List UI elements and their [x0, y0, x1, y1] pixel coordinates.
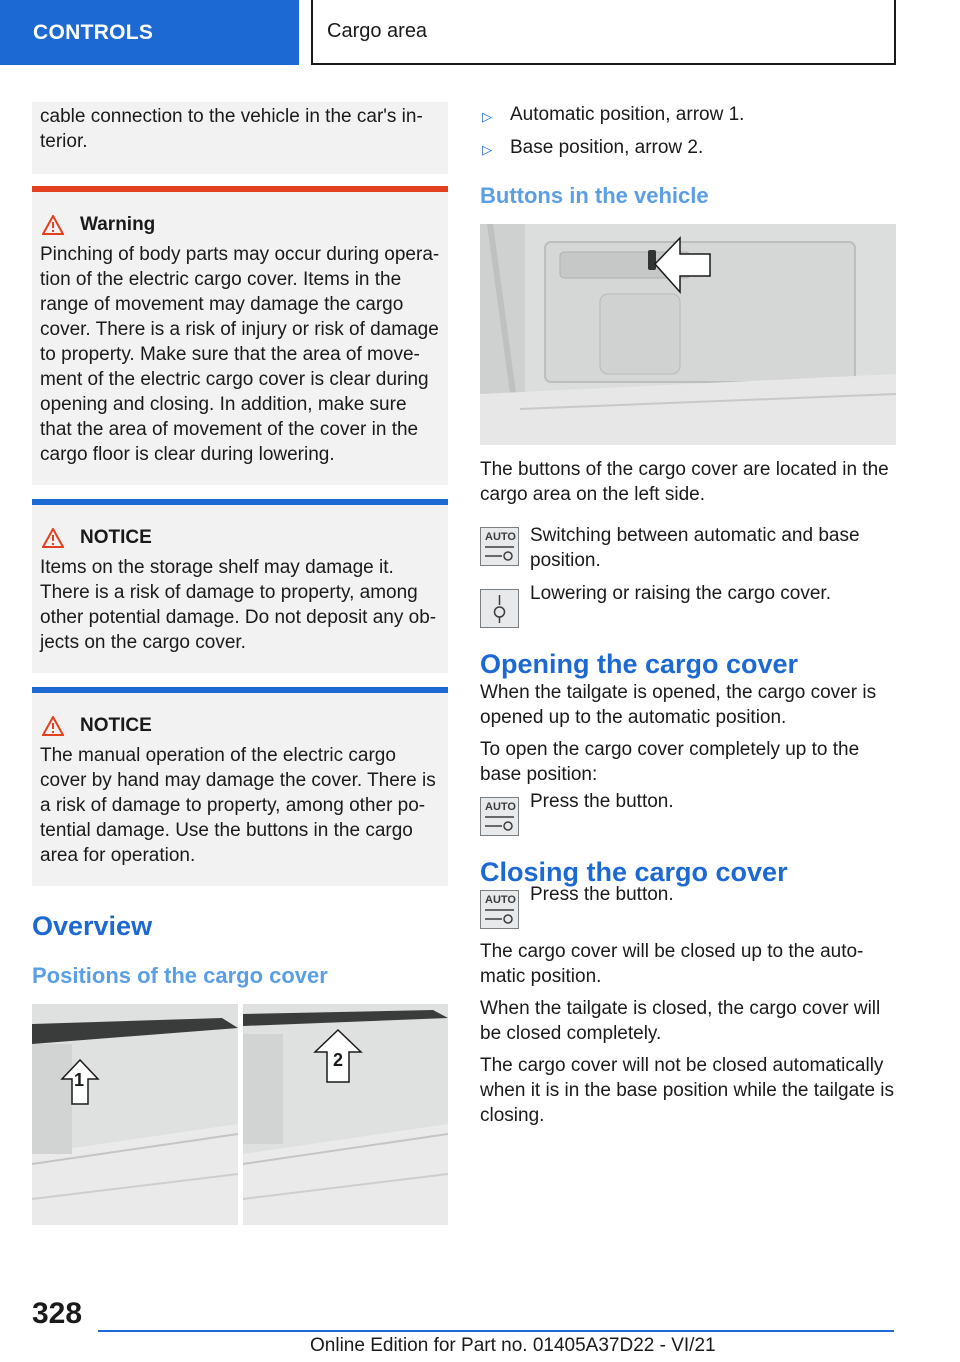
section-label: CONTROLS — [33, 20, 154, 44]
footer-divider — [98, 1330, 894, 1332]
press-button-text-1: Press the button. — [530, 791, 674, 812]
auto-button-icon — [480, 527, 519, 566]
opening-paragraph-1: When the tailgate is opened, the cargo cover is opened up to the automatic position. — [480, 682, 877, 728]
svg-text:AUTO: AUTO — [485, 894, 516, 906]
cargo-photo-automatic — [32, 1004, 238, 1225]
buttons-heading: Buttons in the vehicle — [480, 183, 709, 208]
closing-paragraph-1: The cargo cover will be closed up to the auto-matic position. — [480, 941, 864, 987]
svg-text:AUTO: AUTO — [485, 531, 516, 543]
notice-label-1: NOTICE — [80, 527, 152, 548]
notice-triangle-icon — [42, 716, 64, 736]
page-title-text: Cargo area — [327, 20, 428, 42]
list-item — [480, 102, 896, 129]
overview-heading: Overview — [32, 911, 153, 941]
opening-paragraph-2: To open the cargo cover completely up to the base position: — [480, 739, 860, 785]
bullet-triangle-icon: ▷ — [482, 142, 492, 157]
cargo-photo-base — [243, 1004, 448, 1225]
page-number: 328 — [32, 1297, 83, 1330]
section-tab — [0, 0, 299, 65]
svg-text:AUTO: AUTO — [485, 801, 516, 813]
bullet-triangle-icon: ▷ — [482, 109, 492, 124]
notice-label-2: NOTICE — [80, 715, 152, 736]
notice-box-1 — [32, 499, 448, 673]
switch-text: Switching between automatic and base position. — [530, 525, 860, 571]
continued-note-box — [32, 102, 448, 174]
page-title — [311, 0, 896, 65]
bullet-text: Automatic position, arrow 1. — [510, 104, 745, 125]
arrow-2-label: 2 — [333, 1050, 344, 1070]
left-column — [32, 102, 448, 1225]
warning-triangle-icon — [42, 215, 64, 235]
closing-paragraph-2: When the tailgate is closed, the cargo cover will be closed completely. — [480, 998, 881, 1044]
edition-text: Online Edition for Part no. 01405A37D22 - VI/21 — [310, 1335, 716, 1356]
lower-raise-button-icon — [480, 589, 519, 628]
buttons-text: The buttons of the cargo cover are located in the cargo area on the left side. — [480, 459, 889, 505]
notice-box-2 — [32, 687, 448, 886]
closing-heading: Closing the cargo cover — [480, 857, 788, 887]
notice-triangle-icon — [42, 528, 64, 548]
lower-text: Lowering or raising the cargo cover. — [530, 583, 831, 604]
press-button-text-2: Press the button. — [530, 884, 674, 905]
positions-heading: Positions of the cargo cover — [32, 963, 328, 988]
continued-note-text: cable connection to the vehicle in the car's in-terior. — [40, 106, 423, 152]
auto-button-icon — [480, 890, 519, 929]
warning-box — [32, 186, 448, 485]
notice-text-2: The manual operation of the electric cargo cover by hand may damage the cover. There is a risk of damage to property, among other po-tential damage. Use the buttons in the cargo area for operation. — [40, 745, 436, 866]
opening-heading: Opening the cargo cover — [480, 649, 799, 679]
buttons-location-photo — [480, 224, 896, 445]
closing-paragraph-3: The cargo cover will not be closed automatically when it is in the base position while the tailgate is closing. — [480, 1055, 895, 1126]
warning-text: Pinching of body parts may occur during opera-tion of the electric cargo cover. Items in the range of movement may damage the cargo cover. There is a risk of injury or risk of damage to property. Make sure that the area of move-ment of the electric cargo cover is clear during opening and closing. In addition, make sure that the area of movement of the cover in the cargo floor is clear during lowering. — [40, 244, 440, 465]
right-column — [480, 102, 896, 1128]
notice-text-1: Items on the storage shelf may damage it. There is a risk of damage to property, among other potential damage. Do not deposit any ob-jects on the cargo cover. — [40, 557, 437, 653]
warning-label: Warning — [80, 214, 156, 235]
list-item — [480, 135, 896, 162]
arrow-1-label: 1 — [74, 1070, 85, 1090]
auto-button-icon — [480, 797, 519, 836]
bullet-text: Base position, arrow 2. — [510, 137, 704, 158]
